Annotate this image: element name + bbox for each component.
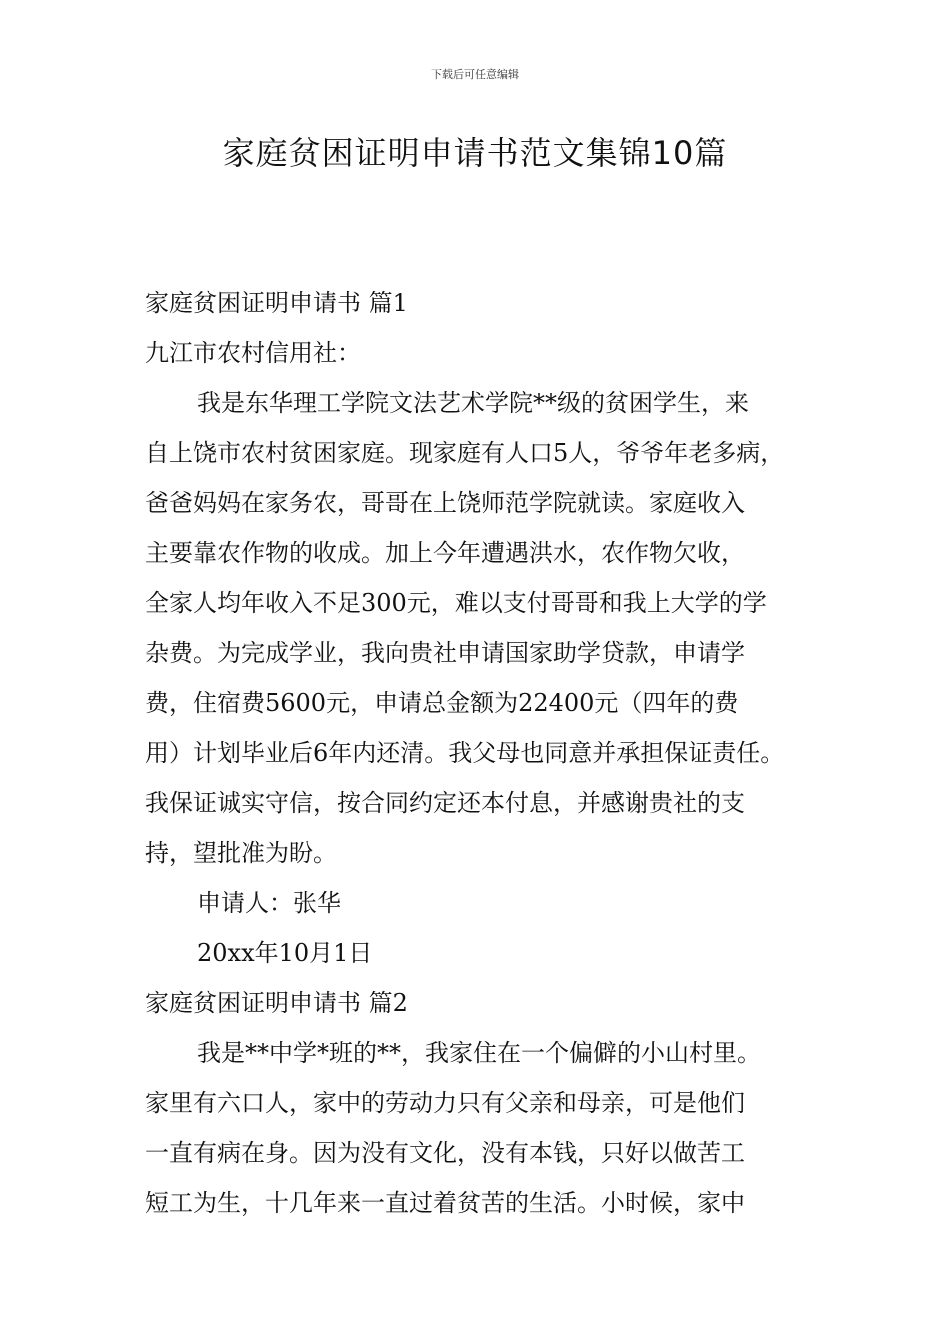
- body-line: 持，望批准为盼。: [145, 839, 337, 867]
- page-title: 家庭贫困证明申请书范文集锦10篇: [222, 134, 728, 172]
- document-body: [145, 278, 815, 1228]
- section-heading: 家庭贫困证明申请书 篇2: [145, 989, 408, 1017]
- body-line: 自上饶市农村贫困家庭。现家庭有人口5人，爷爷年老多病，: [145, 439, 785, 467]
- body-line: 我是东华理工学院文法艺术学院**级的贫困学生，来: [197, 389, 749, 417]
- body-line: 我是**中学*班的**，我家住在一个偏僻的小山村里。: [197, 1039, 761, 1067]
- body-line: 我保证诚实守信，按合同约定还本付息，并感谢贵社的支: [145, 789, 745, 817]
- salutation: 九江市农村信用社：: [145, 339, 361, 367]
- section-heading: 家庭贫困证明申请书 篇1: [145, 289, 408, 317]
- body-line: 短工为生，十几年来一直过着贫苦的生活。小时候，家中: [145, 1189, 745, 1217]
- date: 20xx年10月1日: [197, 939, 373, 967]
- body-line: 杂费。为完成学业，我向贵社申请国家助学贷款，申请学: [145, 639, 745, 667]
- header-note: 下载后可任意编辑: [431, 68, 519, 81]
- body-line: 一直有病在身。因为没有文化，没有本钱，只好以做苦工: [145, 1139, 745, 1167]
- body-line: 家里有六口人，家中的劳动力只有父亲和母亲，可是他们: [145, 1089, 745, 1117]
- body-line: 费，住宿费5600元，申请总金额为22400元（四年的费: [145, 689, 739, 717]
- body-line: 爸爸妈妈在家务农，哥哥在上饶师范学院就读。家庭收入: [145, 489, 745, 517]
- body-line: 用）计划毕业后6年内还清。我父母也同意并承担保证责任。: [145, 739, 785, 767]
- body-line: 全家人均年收入不足300元，难以支付哥哥和我上大学的学: [145, 589, 767, 617]
- signature: 申请人：张华: [197, 889, 341, 917]
- body-line: 主要靠农作物的收成。加上今年遭遇洪水，农作物欠收，: [145, 539, 745, 567]
